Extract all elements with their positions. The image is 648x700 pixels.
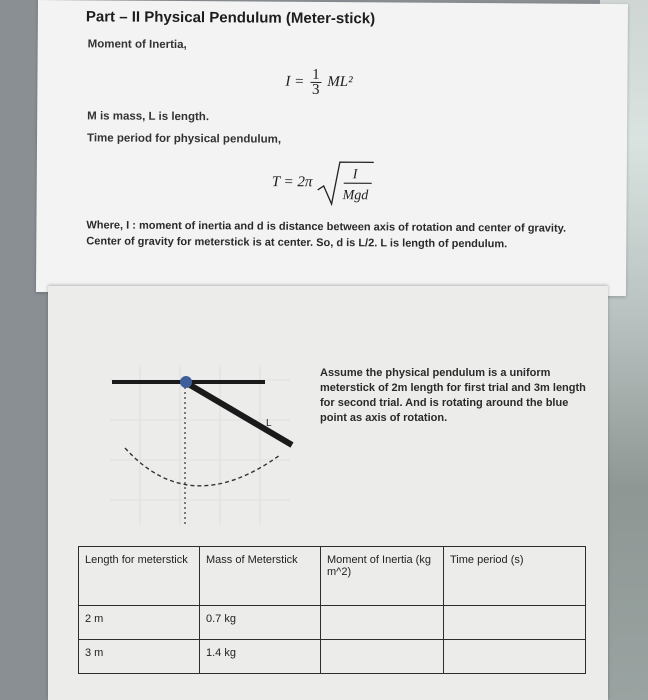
header-moment: Moment of Inertia (kg m^2) bbox=[321, 547, 444, 606]
mass-length-note: M is mass, L is length. bbox=[87, 110, 210, 124]
header-mass: Mass of Meterstick bbox=[200, 547, 321, 606]
period-label: Time period for physical pendulum, bbox=[86, 132, 282, 146]
length-label: L bbox=[266, 418, 272, 429]
table-row bbox=[79, 640, 586, 674]
formula-t-lhs: T = 2π bbox=[271, 174, 313, 191]
cell-mass: 0.7 kg bbox=[200, 606, 321, 640]
page-title: Part – II Physical Pendulum (Meter-stick) bbox=[85, 8, 376, 28]
cell-period[interactable] bbox=[444, 640, 586, 674]
formula-i-numerator: 1 bbox=[312, 66, 320, 83]
cell-period[interactable] bbox=[444, 606, 586, 640]
formula-i-denominator: 3 bbox=[311, 81, 320, 98]
moment-formula bbox=[285, 68, 352, 97]
table-header-row bbox=[79, 547, 586, 606]
pendulum-diagram bbox=[100, 360, 310, 530]
worksheet-top bbox=[36, 0, 628, 296]
formula-i-fraction bbox=[310, 68, 322, 97]
header-period: Time period (s) bbox=[444, 547, 586, 606]
where-line-2: Center of gravity for meterstick is at center. So, d is L/2. L is length of pendulum. bbox=[86, 235, 508, 251]
cell-moment[interactable] bbox=[321, 606, 444, 640]
table-row bbox=[79, 606, 586, 640]
where-line-1: Where, I : moment of inertia and d is distance between axis of rotation and center of gravity. bbox=[86, 219, 567, 235]
pivot-point bbox=[180, 376, 192, 388]
cell-length: 2 m bbox=[79, 606, 200, 640]
meterstick bbox=[185, 382, 292, 445]
assumption-text: Assume the physical pendulum is a uniform meterstick of 2m length for first trial and 3m length for second trial. And is rotating around the blue point as axis of rotation. bbox=[320, 367, 586, 424]
moment-label: Moment of Inertia, bbox=[87, 38, 187, 52]
formula-t-numerator: I bbox=[353, 167, 358, 183]
period-formula bbox=[272, 160, 375, 207]
formula-i-rhs: ML² bbox=[327, 73, 353, 91]
sqrt-sign bbox=[316, 160, 374, 206]
cell-length: 3 m bbox=[79, 640, 200, 674]
formula-t-denominator: Mgd bbox=[343, 188, 369, 204]
data-table bbox=[78, 546, 586, 674]
formula-i-lhs: I = bbox=[285, 73, 305, 90]
swing-arc bbox=[125, 448, 280, 486]
cell-mass: 1.4 kg bbox=[200, 640, 321, 674]
header-length: Length for meterstick bbox=[79, 547, 200, 606]
cell-moment[interactable] bbox=[321, 640, 444, 674]
